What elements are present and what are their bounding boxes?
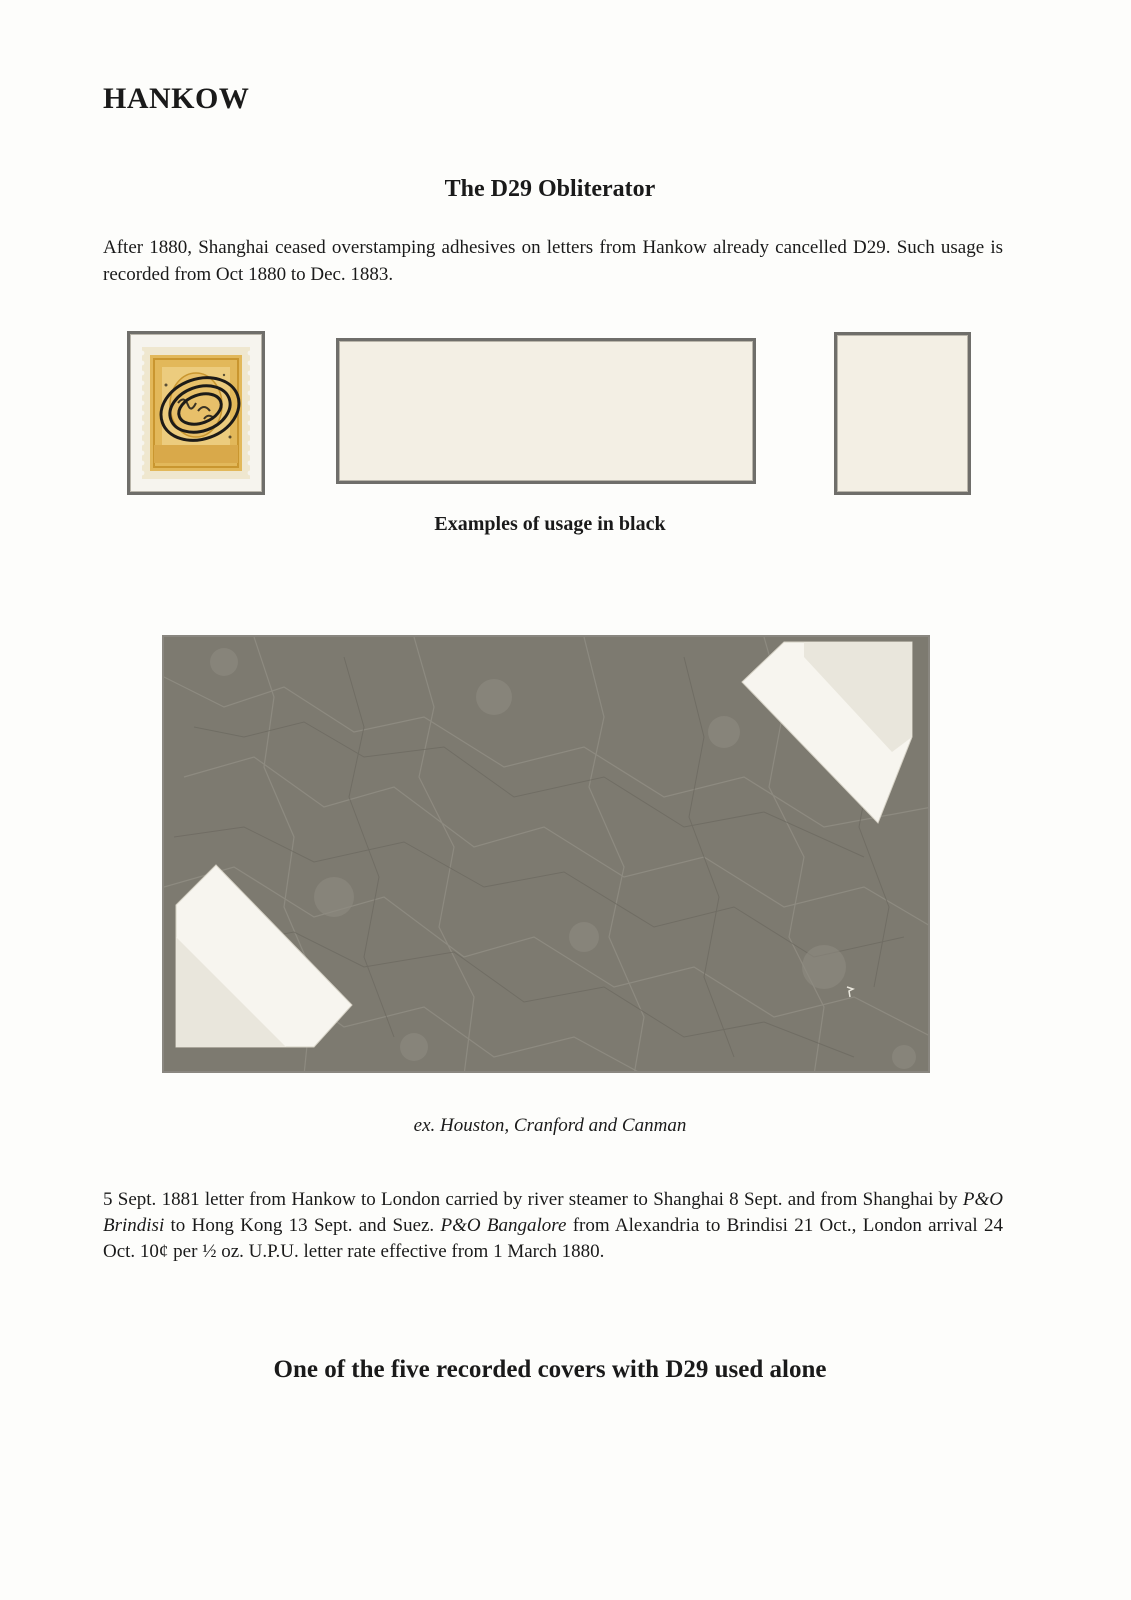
cover-caption: ex. Houston, Cranford and Canman (413, 1115, 687, 1136)
stamps-caption: Examples of usage in black (434, 513, 666, 535)
cancelled-stamp-image (140, 345, 252, 481)
cover-mount (162, 635, 930, 1073)
stamp-mount-2 (336, 338, 756, 484)
stamp-mount-1 (127, 331, 265, 495)
cover-description (103, 1187, 1003, 1265)
page-subtitle: The D29 Obliterator (444, 176, 656, 202)
description-part-1: 5 Sept. 1881 letter from Hankow to London carried by river steamer to Shanghai 8 Sept. and from Shanghai by (103, 1189, 963, 1210)
ship-name-brindisi: P&O Brindisi (103, 1189, 1003, 1236)
footer-title: One of the five recorded covers with D29 used alone (273, 1356, 827, 1383)
description-part-2: to Hong Kong 13 Sept. and Suez. (164, 1215, 441, 1236)
description-part-3: from Alexandria to Brindisi 21 Oct., London arrival 24 Oct. 10¢ per ½ oz. U.P.U. letter rate effective from 1 March 1880. (103, 1215, 1003, 1262)
stamp-mount-3 (834, 332, 971, 495)
page-heading: HANKOW (103, 82, 250, 115)
intro-paragraph: After 1880, Shanghai ceased overstamping adhesives on letters from Hankow already cancelled D29. Such usage is recorded from Oct 1880 to Dec. 1883. (103, 237, 1003, 285)
album-leaf-texture (164, 637, 930, 1073)
ship-name-bangalore: P&O Bangalore (440, 1215, 567, 1236)
